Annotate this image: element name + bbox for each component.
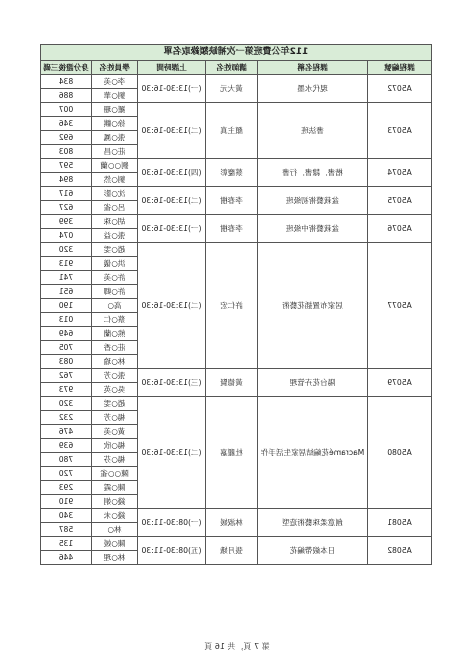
id-suffix: 320 (40, 243, 91, 257)
teacher-name: 杜麗嘉 (206, 397, 258, 509)
course-name: 居家布置插花藝術 (258, 243, 368, 369)
student-name: 楊○芳 (92, 411, 138, 425)
column-header: 課程編號 (368, 61, 432, 75)
id-suffix: 597 (40, 159, 91, 173)
id-suffix: 705 (40, 341, 91, 355)
class-time: (四)13:30-16:30 (138, 159, 206, 187)
class-time: (一)13:30-16:30 (138, 75, 206, 103)
table-row (40, 537, 431, 551)
id-suffix: 894 (40, 173, 91, 187)
id-suffix: 007 (40, 103, 91, 117)
table-row (40, 243, 431, 257)
column-header: 課程名稱 (258, 61, 368, 75)
column-header: 學員姓名 (92, 61, 138, 75)
id-suffix: 399 (40, 215, 91, 229)
id-suffix: 720 (40, 467, 91, 481)
id-suffix: 762 (40, 369, 91, 383)
id-suffix: 886 (40, 89, 91, 103)
student-name: 沈○影 (92, 187, 138, 201)
student-name: 莊○昌 (92, 145, 138, 159)
id-suffix: 135 (40, 537, 91, 551)
id-suffix: 190 (40, 299, 91, 313)
course-name: 楷書．隸書．行書 (258, 159, 368, 187)
student-name: 胡○珠 (92, 215, 138, 229)
student-name: 張○益 (92, 229, 138, 243)
student-name: 洪○儀 (92, 257, 138, 271)
id-suffix: 293 (40, 481, 91, 495)
student-name: 劉○華 (92, 89, 138, 103)
id-suffix: 476 (40, 425, 91, 439)
id-suffix: 083 (40, 355, 91, 369)
class-time: (三)13:30-16:30 (138, 369, 206, 397)
student-name: 李○美 (92, 75, 138, 89)
id-suffix: 340 (40, 509, 91, 523)
teacher-name: 林淑媛 (206, 509, 258, 537)
id-suffix: 692 (40, 131, 91, 145)
student-name: 錢○未 (92, 509, 138, 523)
id-suffix: 639 (40, 439, 91, 453)
table-row (40, 103, 431, 117)
course-code: A5079 (368, 369, 432, 397)
student-name: 吳○英 (92, 383, 138, 397)
table-row (40, 369, 431, 383)
id-suffix: 649 (40, 327, 91, 341)
class-time: (一)13:30-16:30 (138, 215, 206, 243)
enrollment-table (40, 44, 432, 565)
student-name: 趙○雯 (92, 397, 138, 411)
course-name: 現代水墨 (258, 75, 368, 103)
id-suffix: 232 (40, 411, 91, 425)
course-name: 創意柔珠藝術造型 (258, 509, 368, 537)
course-code: A5082 (368, 537, 432, 565)
student-name: 高○ (92, 299, 138, 313)
course-code: A5072 (368, 75, 432, 103)
course-name: 書法班 (258, 103, 368, 159)
id-suffix: 803 (40, 145, 91, 159)
id-suffix: 346 (40, 117, 91, 131)
teacher-name: 張月娥 (206, 537, 258, 565)
column-header: 講師姓名 (206, 61, 258, 75)
student-name: 劉○然 (92, 173, 138, 187)
course-code: A5076 (368, 215, 432, 243)
table-row (40, 75, 431, 89)
header-row (40, 61, 431, 75)
id-suffix: 780 (40, 453, 91, 467)
table-title: 112年公費班第一次補缺額錄取名單 (40, 45, 431, 61)
id-suffix: 013 (40, 313, 91, 327)
course-name: Macramé花編結居家生活手作 (258, 397, 368, 509)
course-name: 日本緞帶編花 (258, 537, 368, 565)
table-row (40, 215, 431, 229)
student-name: 蔡○仁 (92, 313, 138, 327)
student-name: 許○美 (92, 271, 138, 285)
id-suffix: 834 (40, 75, 91, 89)
id-suffix: 617 (40, 187, 91, 201)
class-time: (二)13:30-16:30 (138, 397, 206, 509)
course-code: A5075 (368, 187, 432, 215)
student-name: 莊○香 (92, 341, 138, 355)
student-name: 錢○娟 (92, 495, 138, 509)
id-suffix: 320 (40, 397, 91, 411)
class-time: (二)13:30-16:30 (138, 243, 206, 369)
class-time: (一)08:30-11:30 (138, 509, 206, 537)
id-suffix: 973 (40, 383, 91, 397)
student-name: 黃○美 (92, 425, 138, 439)
student-name: 徐○麒 (92, 117, 138, 131)
course-name: 盆栽藝術中級班 (258, 215, 368, 243)
class-time: (二)13:30-16:30 (138, 103, 206, 159)
id-suffix: 074 (40, 229, 91, 243)
student-name: 劉○○蘭 (92, 159, 138, 173)
table-body (40, 75, 431, 565)
course-name: 陽台花卉管理 (258, 369, 368, 397)
student-name: 許○卿 (92, 285, 138, 299)
course-code: A5081 (368, 509, 432, 537)
id-suffix: 913 (40, 257, 91, 271)
course-code: A5080 (368, 397, 432, 509)
course-code: A5077 (368, 243, 432, 369)
teacher-name: 蔡慶彰 (206, 159, 258, 187)
table-row (40, 187, 431, 201)
teacher-name: 李春樹 (206, 215, 258, 243)
id-suffix: 651 (40, 285, 91, 299)
teacher-name: 黃大元 (206, 75, 258, 103)
course-code: A5073 (368, 103, 432, 159)
teacher-name: 黃德賢 (206, 369, 258, 397)
student-name: 陳○媛 (92, 537, 138, 551)
class-time: (五)08:30-11:30 (138, 537, 206, 565)
id-suffix: 741 (40, 271, 91, 285)
class-time: (二)13:30-16:30 (138, 187, 206, 215)
student-name: 陳○霞 (92, 481, 138, 495)
student-name: 呂○雀 (92, 201, 138, 215)
student-name: 羅○珊 (92, 103, 138, 117)
student-name: 楊○芬 (92, 453, 138, 467)
student-name: 陳○○雀 (92, 467, 138, 481)
student-name: 林○理 (92, 551, 138, 565)
column-header: 身分證後三碼 (40, 61, 91, 75)
table-row (40, 397, 431, 411)
table-row (40, 159, 431, 173)
table-row (40, 509, 431, 523)
id-suffix: 910 (40, 495, 91, 509)
teacher-name: 許仁宏 (206, 243, 258, 369)
column-header: 上課時間 (138, 61, 206, 75)
page-footer: 第 7 頁，共 16 頁 (204, 642, 270, 651)
id-suffix: 446 (40, 551, 91, 565)
student-name: 張○芳 (92, 369, 138, 383)
student-name: 林○ (92, 523, 138, 537)
course-code: A5074 (368, 159, 432, 187)
student-name: 熊○蘭 (92, 327, 138, 341)
student-name: 林○瑜 (92, 355, 138, 369)
id-suffix: 627 (40, 201, 91, 215)
id-suffix: 587 (40, 523, 91, 537)
student-name: 楊○欣 (92, 439, 138, 453)
student-name: 張○鳳 (92, 131, 138, 145)
teacher-name: 顏主真 (206, 103, 258, 159)
teacher-name: 李春樹 (206, 187, 258, 215)
student-name: 趙○雯 (92, 243, 138, 257)
course-name: 盆栽藝術初級班 (258, 187, 368, 215)
